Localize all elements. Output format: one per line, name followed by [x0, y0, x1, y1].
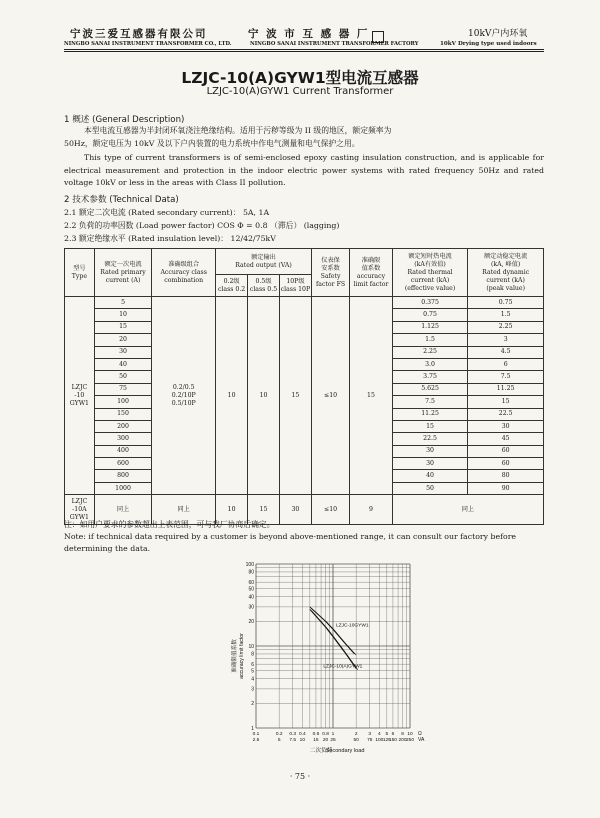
- general-description-cn-1: 本型电流互感器为半封闭环氧浇注绝缘结构。适用于污秽等级为 II 级的地区，额定频率为: [84, 126, 392, 135]
- y-tick-label: 80: [248, 569, 254, 576]
- factory-name-cn: 宁 波 市 互 感 器 厂: [248, 28, 370, 40]
- y-tick-label: 3: [251, 686, 254, 693]
- thermal-current-cell-group2: 同上: [392, 495, 543, 525]
- thermal-current-cell: 0.375: [392, 297, 468, 309]
- dynamic-current-cell: 80: [468, 470, 544, 482]
- type-cell-group2: LZJC -10A GYW1: [65, 495, 95, 525]
- primary-current-cell: 5: [94, 297, 151, 309]
- page-title-cn: LZJC-10(A)GYW1型电流互感器: [181, 69, 419, 87]
- x-unit-va: VA: [418, 737, 425, 743]
- col-header-accuracy: 准确级组合 Accuracy class combination: [152, 249, 216, 297]
- fs-cell-group1: ≤10: [311, 297, 349, 495]
- class-05-cell-group2: 15: [248, 495, 280, 525]
- x-tick-label-va: 125: [382, 738, 391, 743]
- primary-current-cell: 400: [94, 445, 151, 457]
- x-tick-label-ohm: 0.8: [322, 732, 329, 737]
- thermal-current-cell: 1.5: [392, 334, 468, 346]
- primary-current-cell: 300: [94, 433, 151, 445]
- dynamic-current-cell: 0.75: [468, 297, 544, 309]
- x-tick-label-va: 20: [322, 738, 329, 743]
- col-header-fs: 仪表保 安系数 Safety factor FS: [311, 249, 349, 297]
- thermal-current-cell: 40: [392, 470, 468, 482]
- x-tick-label-va: 150: [388, 738, 397, 743]
- factory-name-en: NINGBO SANAI INSTRUMENT TRANSFORMER FACTORY: [250, 41, 419, 47]
- y-axis-label-en: accuracy limit factor: [239, 633, 245, 679]
- dynamic-current-cell: 15: [468, 396, 544, 408]
- primary-current-cell: 20: [94, 334, 151, 346]
- col-header-dynamic: 额定动稳定电流 (kA, 峰值) Rated dynamic current (kA) (peak value): [468, 249, 544, 297]
- primary-current-cell: 40: [94, 358, 151, 370]
- accuracy-cell-group2: 同上: [152, 495, 216, 525]
- x-tick-label-va: 10: [299, 738, 306, 743]
- x-tick-label-ohm: 0.1: [252, 732, 260, 737]
- class-10p-cell-group1: 15: [279, 297, 311, 495]
- page-header: [0, 0, 600, 52]
- thermal-current-cell: 11.25: [392, 408, 468, 420]
- x-tick-label-ohm: 6: [391, 732, 395, 737]
- y-tick-label: 50: [248, 586, 254, 593]
- technical-data-table: [64, 248, 544, 525]
- alf-cell-group1: 15: [350, 297, 393, 495]
- series-label-lzjc-10gyw1: LZJC-10GYW1: [336, 623, 369, 629]
- dynamic-current-cell: 2.25: [468, 321, 544, 333]
- x-axis-label-en: Secondary load: [325, 748, 365, 754]
- y-tick-label: 20: [248, 619, 254, 626]
- x-tick-label-va: 7.5: [289, 738, 297, 743]
- y-tick-label: 60: [248, 579, 254, 586]
- thermal-current-cell: 7.5: [392, 396, 468, 408]
- dynamic-current-cell: 3: [468, 334, 544, 346]
- series-line-outline: [311, 608, 356, 655]
- primary-current-cell: 200: [94, 420, 151, 432]
- dynamic-current-cell: 1.5: [468, 309, 544, 321]
- x-tick-label-ohm: 4: [378, 732, 381, 737]
- x-tick-label-va: 200: [398, 738, 407, 743]
- general-description-en: [64, 152, 544, 190]
- thermal-current-cell: 3.0: [392, 358, 468, 370]
- y-tick-label: 40: [248, 594, 254, 601]
- type-cell-group1: LZJC -10 GYW1: [65, 297, 95, 495]
- x-tick-label-ohm: 8: [401, 732, 404, 737]
- page-title-en: LZJC-10(A)GYW1 Current Transformer: [206, 86, 394, 97]
- series-line-lzjc-10gyw1: [310, 607, 355, 654]
- company-name-en: NINGBO SANAI INSTRUMENT TRANSFORMER CO., LTD.: [64, 41, 232, 47]
- x-tick-label-va: 5: [277, 738, 281, 743]
- thermal-current-cell: 30: [392, 445, 468, 457]
- dynamic-current-cell: 45: [468, 433, 544, 445]
- param-insulation-level: 2.3 额定绝缘水平 (Rated insulation level)： 12/42/75kV: [64, 234, 276, 243]
- x-tick-label-va: 15: [313, 738, 319, 743]
- col-header-thermal: 额定短时热电流 (kA有效值) Rated thermal current (kA) (effective value): [392, 249, 468, 297]
- dynamic-current-cell: 30: [468, 420, 544, 432]
- x-tick-label-ohm: 3: [368, 732, 372, 737]
- y-tick-label: 8: [251, 651, 254, 658]
- y-tick-label: 1: [251, 725, 254, 732]
- primary-current-cell: 15: [94, 321, 151, 333]
- y-tick-label: 100: [245, 561, 254, 568]
- y-tick-label: 6: [251, 661, 254, 668]
- y-axis-label-cn: 准确限值系数: [232, 639, 238, 673]
- x-axis-label-cn: 二次负荷: [309, 748, 333, 754]
- class-02-cell-group1: 10: [216, 297, 248, 495]
- page-number: · 75 ·: [289, 772, 311, 781]
- x-tick-label-ohm: 10: [407, 732, 413, 737]
- x-tick-label-va: 2.5: [252, 738, 260, 743]
- dynamic-current-cell: 6: [468, 358, 544, 370]
- thermal-current-cell: 2.25: [392, 346, 468, 358]
- x-tick-label-ohm: 0.3: [289, 732, 297, 737]
- class-10p-cell-group2: 30: [279, 495, 311, 525]
- x-tick-label-va: 75: [367, 738, 373, 743]
- general-description-cn: [64, 125, 544, 150]
- col-header-type: 型号 Type: [65, 249, 95, 297]
- thermal-current-cell: 22.5: [392, 433, 468, 445]
- x-tick-label-va: 50: [353, 738, 359, 743]
- x-tick-label-va: 25: [330, 738, 336, 743]
- y-tick-label: 5: [251, 668, 254, 675]
- primary-current-cell: 1000: [94, 482, 151, 494]
- thermal-current-cell: 0.75: [392, 309, 468, 321]
- x-tick-label-ohm: 1: [331, 732, 335, 737]
- primary-current-cell: 同上: [94, 495, 151, 525]
- x-tick-label-va: 100: [375, 738, 384, 743]
- primary-current-cell: 50: [94, 371, 151, 383]
- y-tick-label: 10: [248, 643, 254, 650]
- class-02-cell-group2: 10: [216, 495, 248, 525]
- thermal-current-cell: 5.625: [392, 383, 468, 395]
- category-cn: 10kV户内环氧: [468, 29, 528, 39]
- header-rule-thin: [64, 51, 544, 52]
- note-cn: 注：如用户要求的参数超出上表范围，可与我厂协商后确定。: [64, 520, 275, 529]
- col-header-alf: 准确限 值系数 accuracy limit factor: [350, 249, 393, 297]
- dynamic-current-cell: 22.5: [468, 408, 544, 420]
- company-name-cn: 宁波三爱互感器有限公司: [70, 28, 208, 40]
- series-label-lzjc-10a-gyw1: LZJC-10(A)GYW1: [323, 664, 363, 670]
- dynamic-current-cell: 7.5: [468, 371, 544, 383]
- col-header-class-10p: 10P级 class 10P: [279, 275, 311, 297]
- accuracy-cell-group1: 0.2/0.5 0.2/10P 0.5/10P: [152, 297, 216, 495]
- fs-cell-group2: ≤10: [311, 495, 349, 525]
- y-tick-label: 30: [248, 604, 254, 611]
- x-tick-label-ohm: 5: [385, 732, 389, 737]
- table-row: [65, 297, 544, 309]
- x-tick-label-va: 250: [405, 738, 415, 743]
- general-description-cn-2: 50Hz，额定电压为 10kV 及以下户内装置的电力系统中作电气测量和电气保护之用。: [64, 138, 360, 148]
- primary-current-cell: 30: [94, 346, 151, 358]
- dynamic-current-cell: 60: [468, 445, 544, 457]
- category-en: 10kV Drying type used indoors: [440, 41, 537, 47]
- primary-current-cell: 600: [94, 458, 151, 470]
- col-header-class-02: 0.2级 class 0.2: [216, 275, 248, 297]
- dynamic-current-cell: 90: [468, 482, 544, 494]
- thermal-current-cell: 3.75: [392, 371, 468, 383]
- primary-current-cell: 100: [94, 396, 151, 408]
- param-power-factor: 2.2 负荷的功率因数 (Load power factor) COS Φ = 0.8 （滞后） (lagging): [64, 221, 340, 230]
- header-rule: [64, 49, 544, 50]
- general-description-en-text: This type of current transformers is of semi-enclosed epoxy casting insulation construction, and is applicable for electrical measurement and protection in the indoor electric power systems with rated frequency 50Hz and rated voltage 10kV or less in the areas with Class II pollution.: [64, 153, 544, 188]
- y-tick-label: 4: [251, 676, 254, 683]
- x-tick-label-ohm: 0.6: [312, 732, 320, 737]
- col-header-output: 额定输出 Rated output (VA): [216, 249, 312, 275]
- col-header-primary-current: 额定一次电流 Rated primary current (A): [94, 249, 151, 297]
- dynamic-current-cell: 11.25: [468, 383, 544, 395]
- thermal-current-cell: 50: [392, 482, 468, 494]
- col-header-class-05: 0.5级 class 0.5: [248, 275, 280, 297]
- dynamic-current-cell: 60: [468, 458, 544, 470]
- primary-current-cell: 150: [94, 408, 151, 420]
- section-general-heading: 1 概述 (General Description): [64, 115, 185, 125]
- x-unit-ohm: Ω: [418, 731, 422, 737]
- dynamic-current-cell: 4.5: [468, 346, 544, 358]
- thermal-current-cell: 15: [392, 420, 468, 432]
- x-tick-label-ohm: 0.2: [275, 732, 283, 737]
- alf-cell-group2: 9: [350, 495, 393, 525]
- x-tick-label-ohm: 0.4: [299, 732, 306, 737]
- section-technical-heading: 2 技术参数 (Technical Data): [64, 195, 179, 205]
- x-tick-label-ohm: 2: [354, 732, 358, 737]
- param-secondary-current: 2.1 额定二次电流 (Rated secondary current)： 5A, 1A: [64, 208, 270, 217]
- y-tick-label: 2: [251, 701, 254, 708]
- primary-current-cell: 10: [94, 309, 151, 321]
- accuracy-limit-chart: [220, 560, 450, 760]
- note-en: Note: if technical data required by a customer is beyond above-mentioned range, it can consult our factory before determining the data.: [64, 532, 517, 554]
- primary-current-cell: 75: [94, 383, 151, 395]
- thermal-current-cell: 1.125: [392, 321, 468, 333]
- thermal-current-cell: 30: [392, 458, 468, 470]
- primary-current-cell: 800: [94, 470, 151, 482]
- class-05-cell-group1: 10: [248, 297, 280, 495]
